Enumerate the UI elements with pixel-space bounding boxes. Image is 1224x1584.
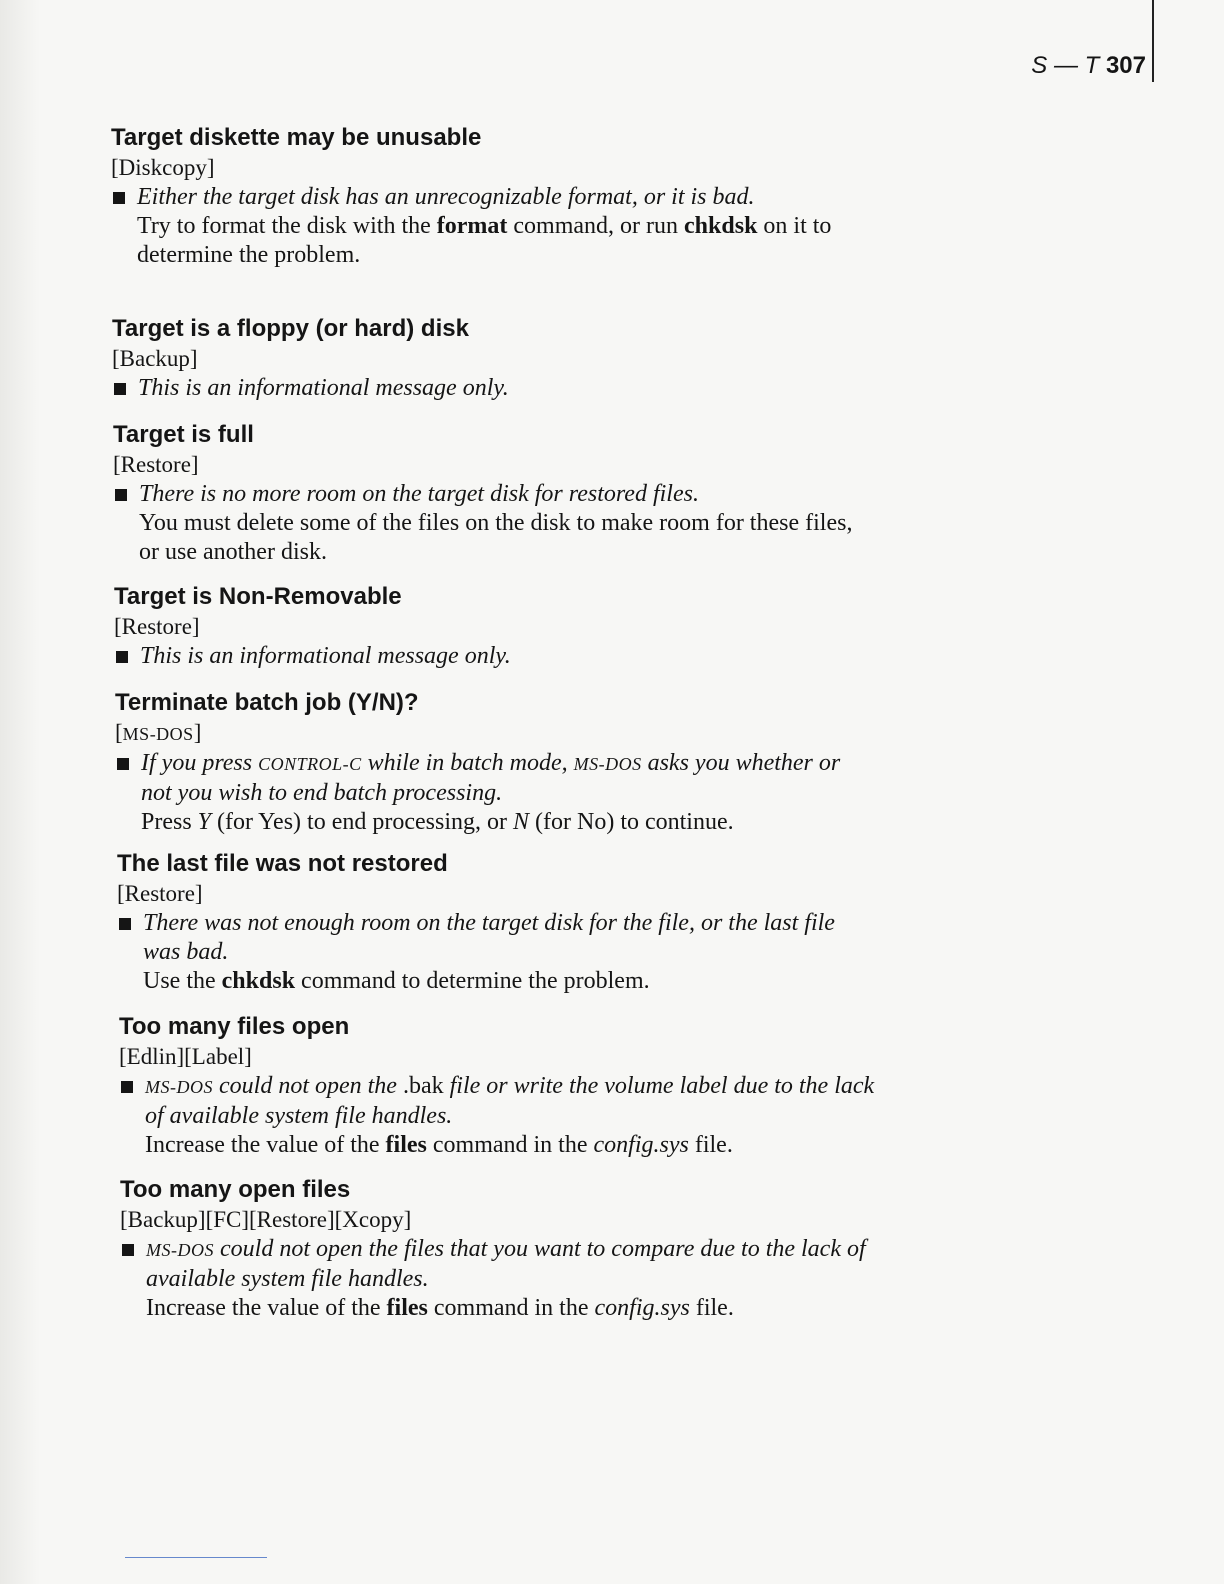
file-name: config.sys [593,1132,689,1158]
desc-text: If you press [141,750,259,776]
bullet-icon [122,1244,134,1256]
action-text: file. [688,1132,733,1158]
command-tag: [Backup] [112,346,198,371]
message-action [120,1294,880,1323]
action-text: on it to determine the problem. [137,213,832,268]
description-row [119,1072,879,1131]
message-entry [112,314,872,403]
small-caps-text: MS-DOS [145,1077,213,1097]
page-edge-shadow [0,0,40,1584]
message-entry [113,420,873,567]
message-entry [111,123,871,270]
message-entry [117,849,877,996]
bullet-icon [115,489,127,501]
command-tag: [Edlin][Label] [119,1044,252,1069]
message-title: Target is full [113,421,254,448]
action-text: (for No) to continue. [529,809,734,835]
message-description: This is an informational message only. [140,643,511,669]
description-row [114,642,874,671]
message-action [119,1131,879,1160]
message-description: Either the target disk has an unrecognizable format, or it is bad. [137,184,755,210]
desc-text: asks you whether or not you wish to end batch processing. [141,750,841,806]
bullet-icon [121,1081,133,1093]
description-row [115,749,875,808]
footer-rule [125,1557,267,1558]
desc-text: file or write the volume label due to the lack of available system file handles. [145,1073,875,1129]
bracket: [ [115,720,123,745]
desc-text: could not open the [213,1073,403,1099]
header-rule [1152,0,1154,82]
message-title: Too many open files [120,1176,351,1203]
message-title: Target is Non-Removable [114,583,402,610]
action-text: command to determine the problem. [295,968,650,994]
action-text: file. [689,1295,734,1321]
message-description: There was not enough room on the target disk for the file, or the last file was bad. [143,910,835,965]
message-action [111,212,871,270]
message-entry [119,1012,879,1160]
file-name: config.sys [594,1295,690,1321]
small-caps-text: MS-DOS [122,724,194,744]
message-description [145,1072,879,1131]
action-text: (for Yes) to end processing, or [211,809,513,835]
command-tag: [Backup][FC][Restore][Xcopy] [120,1207,412,1232]
command-tag: [Restore] [114,614,200,639]
bullet-icon [117,758,129,770]
command-tag [115,718,875,749]
action-text: command in the [426,1132,594,1158]
message-entry [120,1175,880,1323]
command-keyword: chkdsk [221,968,296,994]
description-row [111,183,871,212]
command-keyword: files [386,1295,428,1321]
bullet-icon [116,651,128,663]
message-description [141,749,875,808]
command-keyword: files [385,1132,427,1158]
message-description: There is no more room on the target disk for restored files. [139,481,699,507]
message-title: Target is a floppy (or hard) disk [112,315,469,342]
description-row [117,909,877,967]
message-entry [114,582,874,671]
message-title: Too many files open [119,1013,350,1040]
command-keyword: format [436,213,508,239]
command-tag: [Diskcopy] [111,155,215,180]
small-caps-text: MS-DOS [146,1240,214,1260]
desc-text: while in batch mode, [361,750,574,776]
key-letter: Y [197,809,212,835]
bracket: ] [193,720,202,745]
action-text: Use the [143,968,222,994]
message-description [146,1235,880,1294]
command-tag: [Restore] [113,452,199,477]
action-text: Press [141,809,198,835]
key-letter: N [513,809,530,835]
message-action [115,808,875,837]
description-row [112,374,872,403]
running-header [1031,52,1146,80]
message-action: You must delete some of the files on the disk to make room for these files, or use another disk. [139,510,853,565]
action-text: Increase the value of the [146,1295,387,1321]
header-section: S — T [1031,52,1100,79]
small-caps-text: CONTROL-C [258,754,362,774]
message-action [117,967,877,996]
command-keyword: chkdsk [684,213,758,239]
description-row [120,1235,880,1294]
command-tag: [Restore] [117,881,203,906]
bullet-icon [113,192,125,204]
bullet-icon [119,918,131,930]
message-entry [115,688,875,837]
message-description: This is an informational message only. [138,375,509,401]
desc-text: could not open the files that you want to compare due to the lack of available system file handles. [146,1236,866,1292]
action-text: Try to format the disk with the [137,213,437,239]
bullet-icon [114,383,126,395]
message-title: Target diskette may be unusable [111,124,482,151]
action-text: command, or run [507,213,685,239]
message-title: Terminate batch job (Y/N)? [115,689,419,716]
page-number: 307 [1105,52,1146,79]
small-caps-text: MS-DOS [573,754,642,774]
description-row [113,480,873,509]
action-text: Increase the value of the [145,1132,386,1158]
file-extension: .bak [402,1073,444,1099]
action-text: command in the [427,1295,595,1321]
message-title: The last file was not restored [117,850,448,877]
